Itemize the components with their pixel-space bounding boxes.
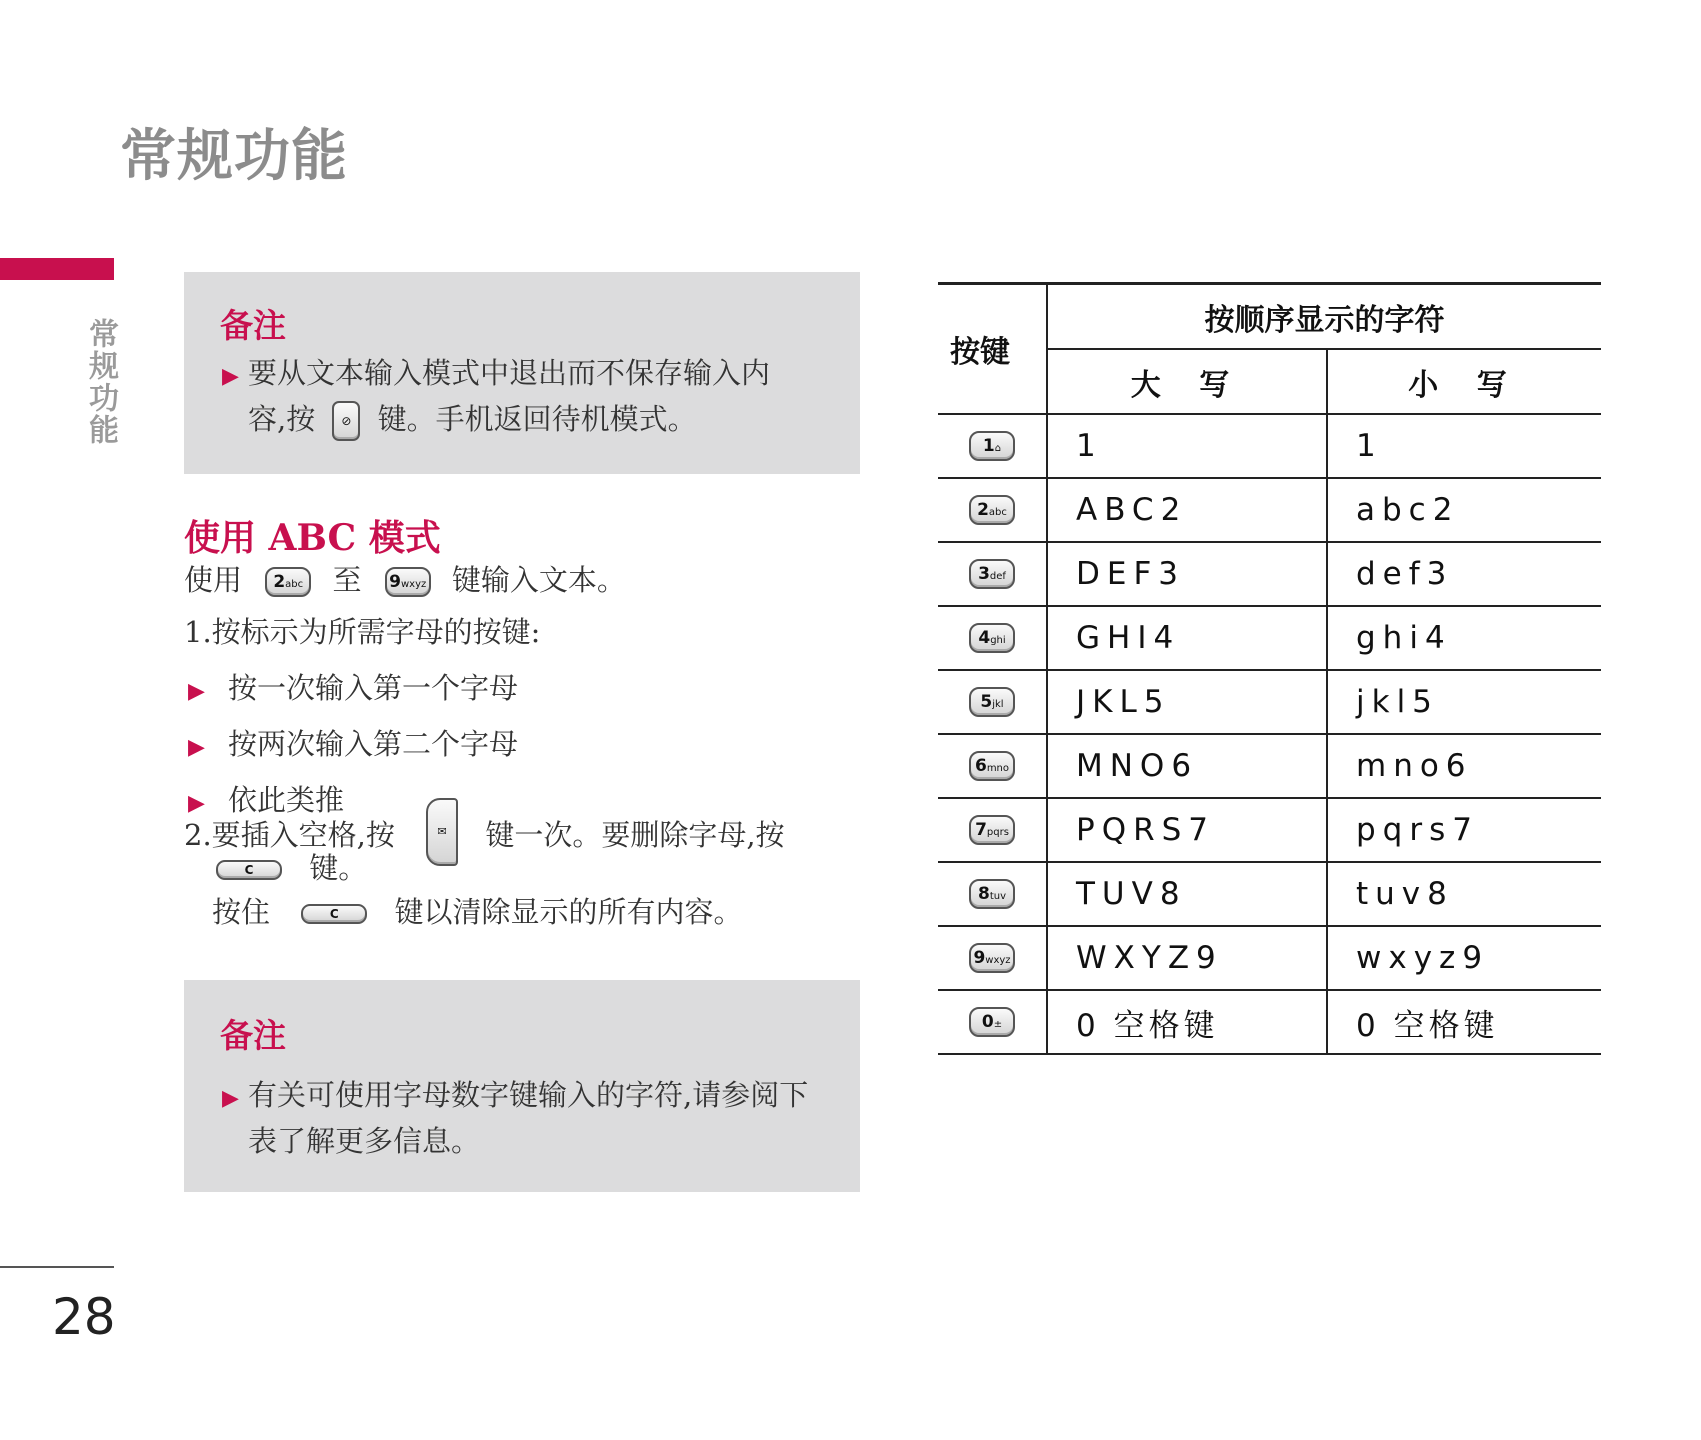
lower-chars: tuv8	[1327, 862, 1601, 926]
table-header-group: 按顺序显示的字符	[1047, 284, 1601, 350]
key-7-icon	[969, 815, 1015, 845]
intro-text: 键输入文本。	[451, 563, 626, 597]
note-box-table-ref	[184, 980, 860, 1192]
step-text: 按住	[212, 895, 271, 929]
lower-chars: mno6	[1327, 734, 1601, 798]
lower-chars: wxyz9	[1327, 926, 1601, 990]
key-2-icon	[265, 567, 311, 597]
key-letters: ±	[993, 1019, 1003, 1030]
key-9-icon	[969, 943, 1015, 973]
bullet-triangle-icon: ▶	[222, 364, 239, 389]
note-body	[222, 352, 842, 441]
key-letters: tuv	[989, 891, 1007, 902]
list-item-text: 按两次输入第二个字母	[228, 727, 519, 761]
key-letters: abc	[285, 579, 304, 590]
note-line: 有关可使用字母数字键输入的字符,请参阅下	[248, 1078, 809, 1112]
lower-chars: ghi4	[1327, 606, 1601, 670]
intro-text: 至	[332, 563, 362, 597]
table-header-key: 按键	[938, 284, 1047, 415]
key-number: 1	[982, 436, 995, 456]
key-number: 8	[977, 884, 990, 904]
note-line: 容,按	[248, 402, 316, 436]
key-number: 5	[980, 692, 993, 712]
table-header-lower: 小 写	[1327, 349, 1601, 414]
key-6-icon	[969, 751, 1015, 781]
table-header-upper: 大 写	[1047, 349, 1327, 414]
step-text: 键以清除显示的所有内容。	[394, 895, 743, 929]
step-text: 键一次。要删除字母,按	[485, 818, 785, 852]
page-number: 28	[52, 1288, 116, 1346]
upper-chars: TUV8	[1047, 862, 1327, 926]
key-number: 9	[973, 948, 986, 968]
list-item	[188, 662, 518, 718]
lower-chars: 0 空格键	[1327, 990, 1601, 1054]
upper-chars: PQRS7	[1047, 798, 1327, 862]
note-title: 备注	[220, 1016, 286, 1055]
step-text: 键。	[309, 851, 368, 885]
key-letters: pqrs	[986, 827, 1009, 838]
table-row	[938, 606, 1601, 670]
key-number: 3	[978, 564, 990, 584]
side-tab-label: 常规功能	[83, 318, 118, 446]
lower-chars: 1	[1327, 414, 1601, 478]
note-line: 要从文本输入模式中退出而不保存输入内	[248, 356, 771, 390]
table-row	[938, 990, 1601, 1054]
key-3-icon	[969, 559, 1015, 589]
note-line: 键。手机返回待机模式。	[377, 402, 697, 436]
step-1: 1.按标示为所需字母的按键:	[184, 615, 541, 649]
abc-intro	[184, 560, 864, 600]
key-number: 2	[273, 572, 286, 592]
key-number: 7	[975, 820, 987, 840]
note-line: 表了解更多信息。	[248, 1124, 481, 1158]
upper-chars: JKL5	[1047, 670, 1327, 734]
key-number: 0	[981, 1012, 994, 1032]
table-row	[938, 734, 1601, 798]
note-body	[222, 1074, 852, 1163]
list-item-text: 按一次输入第一个字母	[228, 671, 519, 705]
key-4-icon	[969, 623, 1015, 653]
list-item-text: 依此类推	[228, 783, 345, 817]
table-row	[938, 414, 1601, 478]
nav-key-icon: ✉	[426, 798, 458, 866]
bullet-triangle-icon: ▶	[188, 791, 205, 816]
key-letters: wxyz	[985, 955, 1011, 966]
clear-key-icon: C	[216, 860, 282, 880]
end-key-icon: ⊘	[332, 401, 360, 441]
note-title: 备注	[220, 306, 286, 345]
table-row	[938, 478, 1601, 542]
key-character-table	[938, 282, 1601, 1055]
lower-chars: def3	[1327, 542, 1601, 606]
page-title: 常规功能	[120, 124, 348, 189]
footer-rule	[0, 1266, 114, 1268]
key-letters: ghi	[990, 635, 1006, 646]
bullet-triangle-icon: ▶	[188, 735, 205, 760]
upper-chars: 0 空格键	[1047, 990, 1327, 1054]
bullet-list	[188, 662, 518, 830]
note-box-exit	[184, 272, 860, 474]
step-2	[184, 808, 864, 932]
table-row	[938, 926, 1601, 990]
list-item	[188, 718, 518, 774]
upper-chars: 1	[1047, 414, 1327, 478]
key-letters: wxyz	[400, 579, 427, 590]
lower-chars: jkl5	[1327, 670, 1601, 734]
table-row	[938, 542, 1601, 606]
clear-key-icon: C	[301, 904, 367, 924]
step-text: 2.要插入空格,按	[184, 818, 395, 852]
key-9-icon	[385, 567, 431, 597]
table-row	[938, 670, 1601, 734]
key-letters: jkl	[992, 699, 1004, 710]
lower-chars: abc2	[1327, 478, 1601, 542]
key-5-icon	[969, 687, 1015, 717]
upper-chars: DEF3	[1047, 542, 1327, 606]
key-letters: def	[989, 571, 1006, 582]
lower-chars: pqrs7	[1327, 798, 1601, 862]
key-number: 2	[977, 500, 989, 520]
upper-chars: WXYZ9	[1047, 926, 1327, 990]
key-2-icon	[969, 495, 1015, 525]
key-number: 4	[978, 628, 991, 648]
key-number: 9	[389, 572, 401, 592]
section-color-bar	[0, 258, 114, 280]
upper-chars: GHI4	[1047, 606, 1327, 670]
key-0-icon	[969, 1007, 1015, 1037]
key-letters: mno	[986, 763, 1010, 774]
key-1-icon	[969, 431, 1015, 461]
key-letters: ⌂	[994, 443, 1002, 454]
bullet-triangle-icon: ▶	[188, 679, 205, 704]
key-8-icon	[969, 879, 1015, 909]
key-letters: abc	[988, 507, 1007, 518]
section-title: 使用 ABC 模式	[184, 517, 441, 559]
upper-chars: MNO6	[1047, 734, 1327, 798]
intro-text: 使用	[184, 563, 243, 597]
bullet-triangle-icon: ▶	[222, 1086, 239, 1111]
table-row	[938, 798, 1601, 862]
table-row	[938, 862, 1601, 926]
key-number: 6	[974, 756, 987, 776]
upper-chars: ABC2	[1047, 478, 1327, 542]
